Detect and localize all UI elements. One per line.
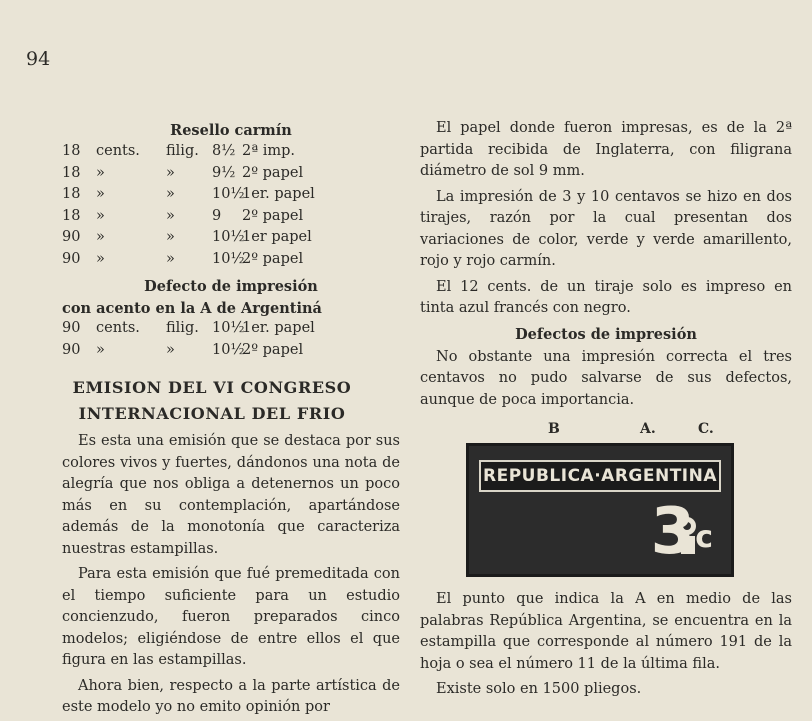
emission-title	[62, 375, 362, 427]
defects-title: Defectos de impresión	[515, 325, 697, 343]
table-cell: 10½	[212, 320, 245, 336]
table-cell: »	[166, 164, 175, 181]
table-cell: »	[96, 164, 105, 181]
table-cell: 1er. papel	[242, 320, 315, 336]
table-cell: 10½	[212, 250, 245, 267]
right-column	[420, 118, 792, 701]
table-row	[62, 320, 400, 342]
left-paragraph-3: Ahora bien, respecto a la parte artística de este modelo yo no emito opinión por	[62, 677, 400, 715]
table-cell: 90	[62, 341, 81, 358]
table-cell: 1er. papel	[242, 186, 315, 202]
label-c: C.	[698, 421, 714, 437]
table-row	[62, 251, 400, 273]
table-cell: cents.	[96, 320, 140, 336]
table-cell: 18	[62, 164, 81, 181]
label-a: A.	[640, 421, 656, 437]
table-row	[62, 186, 400, 208]
table-cell: filig.	[166, 320, 199, 336]
right-paragraph-4: No obstante una impresión correcta el tres centavos no pudo salvarse de sus defectos, aunque de poca importancia.	[420, 348, 792, 408]
emission-title-line2: INTERNACIONAL DEL FRIO	[78, 404, 346, 423]
right-paragraph-3: El 12 cents. de un tiraje solo es impreso en tinta azul francés con negro.	[420, 278, 792, 316]
right-paragraph-6: Existe solo en 1500 pliegos.	[436, 681, 642, 697]
table-cell: 10½	[212, 186, 245, 202]
table-row	[62, 165, 400, 187]
table-row	[62, 229, 400, 251]
table-cell: »	[166, 250, 175, 267]
right-paragraph-2: La impresión de 3 y 10 centavos se hizo en dos tirajes, razón por la cual presentan dos variaciones de color, verde y verde amarillento, rojo y rojo carmín.	[420, 188, 792, 269]
table-cell: 90	[62, 320, 81, 336]
resello-title: Resello carmín	[170, 122, 292, 139]
stamp-value-number: 3	[650, 495, 696, 569]
table-cell: 9	[212, 207, 222, 224]
table-cell: »	[96, 186, 105, 202]
table-cell: filig.	[166, 143, 199, 159]
stamp-band: REPUBLICA·ARGENTINA	[479, 460, 721, 492]
table-cell: 90	[62, 229, 81, 245]
table-cell: 2º papel	[242, 341, 304, 358]
emission-title-line1: EMISION DEL VI CONGRESO	[72, 378, 352, 397]
table-cell: »	[166, 341, 175, 358]
table-row	[62, 342, 400, 364]
table-row	[62, 143, 400, 165]
stamp-illustration	[466, 443, 734, 577]
left-paragraph-2: Para esta emisión que fué premeditada con el tiempo suficiente para un estudio concienzudo, fueron preparados cinco modelos; eligiéndose de entre ellos el que figura en las estampillas.	[62, 566, 400, 668]
defect-note: con acento en la A de Argentiná	[62, 300, 322, 317]
defect-table	[62, 320, 400, 363]
table-cell: 10½	[212, 229, 245, 245]
resello-table	[62, 143, 400, 272]
table-cell: 8½	[212, 143, 236, 159]
table-cell: »	[96, 341, 105, 358]
table-cell: 2º papel	[242, 164, 304, 181]
right-paragraph-1: El papel donde fueron impresas, es de la 2ª partida recibida de Inglaterra, con filigrana diámetro de sol 9 mm.	[420, 120, 792, 179]
table-cell: »	[96, 207, 105, 224]
table-cell: »	[96, 229, 105, 245]
table-cell: 1er papel	[242, 229, 312, 245]
table-cell: 2º papel	[242, 207, 304, 224]
stamp-value	[651, 494, 713, 570]
page-number: 94	[26, 48, 51, 70]
stamp-labels	[420, 421, 760, 443]
table-row	[62, 208, 400, 230]
table-cell: 18	[62, 143, 81, 159]
table-cell: »	[166, 207, 175, 224]
defect-title: Defecto de impresión	[144, 278, 318, 295]
table-cell: cents.	[96, 143, 140, 159]
table-cell: 9½	[212, 164, 236, 181]
table-cell: 10½	[212, 341, 245, 358]
table-cell: 2º papel	[242, 250, 304, 267]
table-cell: 90	[62, 250, 81, 267]
left-column	[62, 118, 400, 719]
left-paragraph-1: Es esta una emisión que se destaca por sus colores vivos y fuertes, dándonos una nota de alegría que nos obliga a detenernos un poco más en su contemplación, apartándose además de la monotonía que caracteriza nuestras estampillas.	[62, 433, 400, 557]
stamp-value-cents: c	[695, 520, 713, 555]
table-cell: 18	[62, 186, 81, 202]
table-cell: 18	[62, 207, 81, 224]
table-cell: 2ª imp.	[242, 143, 296, 159]
label-b: B	[548, 421, 560, 437]
table-cell: »	[166, 229, 175, 245]
table-cell: »	[166, 186, 175, 202]
table-cell: »	[96, 250, 105, 267]
right-paragraph-5: El punto que indica la A en medio de las palabras República Argentina, se encuentra en la estampilla que corresponde al número 191 de la hoja o sea el número 11 de la última fila.	[420, 591, 792, 672]
